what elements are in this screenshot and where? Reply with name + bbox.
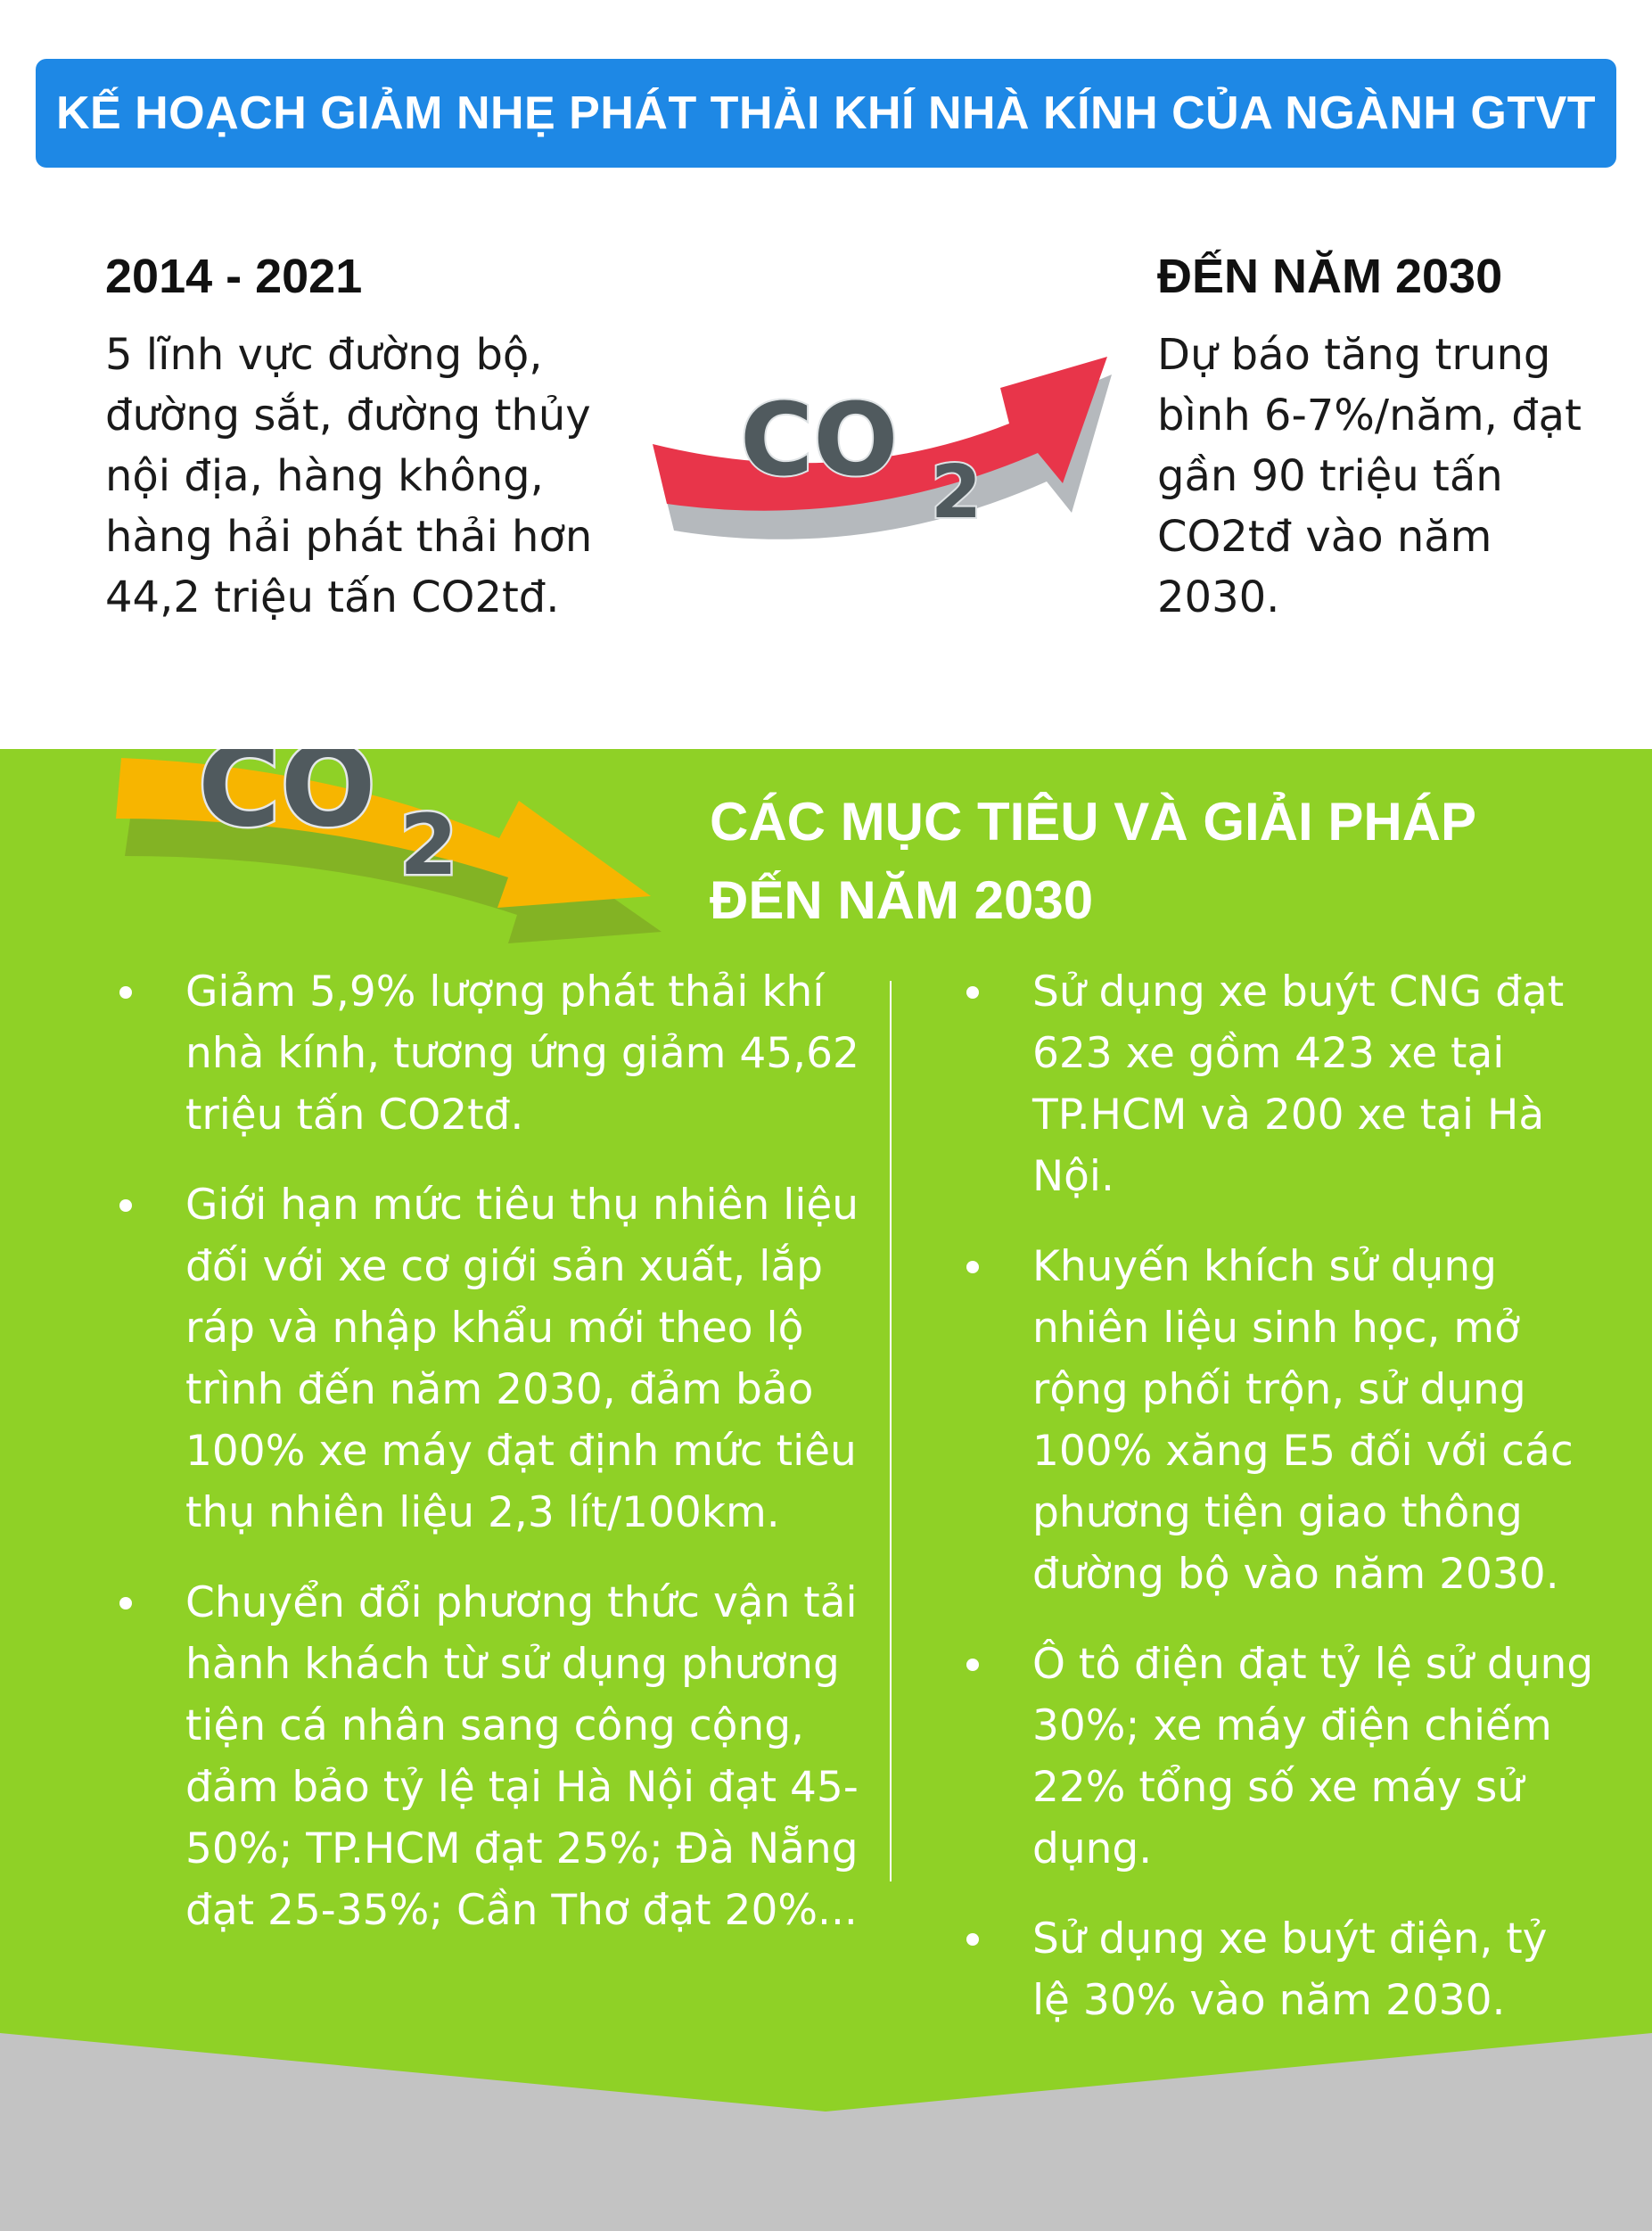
- list-item: Sử dụng xe buýt điện, tỷ lệ 30% vào năm 2030.: [954, 1908, 1596, 2031]
- forecast-heading: ĐẾN NĂM 2030: [1157, 250, 1503, 303]
- co2-yellow-arrow-icon: [116, 720, 678, 945]
- list-item: Sử dụng xe buýt CNG đạt 623 xe gồm 423 xe tại TP.HCM và 200 xe tại Hà Nội.: [954, 961, 1596, 1207]
- goals-list-right: [954, 961, 1596, 2060]
- section-title: [710, 783, 1619, 940]
- bullet-dot-icon: [966, 1933, 979, 1946]
- co2-bottom-text: CO: [198, 720, 376, 852]
- goals-list-left: [107, 961, 874, 1970]
- list-item: Giới hạn mức tiêu thụ nhiên liệu đối với xe cơ giới sản xuất, lắp ráp và nhập khẩu mới theo lộ trình đến năm 2030, đảm bảo 100% xe máy đạt định mức tiêu thụ nhiên liệu 2,3 lít/100km.: [107, 1174, 874, 1544]
- co2-top-text: CO: [740, 383, 899, 498]
- bullet-dot-icon: [119, 1597, 132, 1609]
- list-item: Ô tô điện đạt tỷ lệ sử dụng 30%; xe máy điện chiếm 22% tổng số xe máy sử dụng.: [954, 1634, 1596, 1880]
- bullet-dot-icon: [966, 986, 979, 999]
- history-text: 5 lĩnh vực đường bộ, đường sắt, đường thủy nội địa, hàng không, hàng hải phát thải hơn 44,2 triệu tấn CO2tđ.: [105, 330, 593, 622]
- co2-top-subscript: 2: [931, 450, 982, 535]
- list-item: Giảm 5,9% lượng phát thải khí nhà kính, tương ứng giảm 45,62 triệu tấn CO2tđ.: [107, 961, 874, 1146]
- forecast-text: Dự báo tăng trung bình 6-7%/năm, đạt gần 90 triệu tấn CO2tđ vào năm 2030.: [1157, 330, 1582, 622]
- bullet-dot-icon: [966, 1659, 979, 1671]
- column-divider: [890, 981, 892, 1881]
- history-heading: 2014 - 2021: [105, 250, 363, 303]
- goals-section: [0, 720, 1652, 2231]
- history-column: [105, 241, 640, 628]
- header-bar: [36, 59, 1616, 168]
- bullet-dot-icon: [119, 986, 132, 999]
- co2-red-arrow-icon: [644, 339, 1125, 544]
- bullet-dot-icon: [966, 1261, 979, 1273]
- section-title-line1: CÁC MỤC TIÊU VÀ GIẢI PHÁP: [710, 792, 1477, 852]
- list-item: Chuyển đổi phương thức vận tải hành khách từ sử dụng phương tiện cá nhân sang công cộng, đảm bảo tỷ lệ tại Hà Nội đạt 45-50%; TP.HCM đạt 25%; Đà Nẵng đạt 25-35%; Cần Thơ đạt 20%...: [107, 1572, 874, 1941]
- co2-bottom-subscript: 2: [399, 797, 458, 894]
- page-title: KẾ HOẠCH GIẢM NHẸ PHÁT THẢI KHÍ NHÀ KÍNH CỦA NGÀNH GTVT: [55, 87, 1597, 139]
- bottom-chevron: [0, 2033, 1652, 2231]
- section-title-line2: ĐẾN NĂM 2030: [710, 870, 1094, 930]
- bullet-dot-icon: [119, 1199, 132, 1212]
- list-item: Khuyến khích sử dụng nhiên liệu sinh học, mở rộng phối trộn, sử dụng 100% xăng E5 đối với các phương tiện giao thông đường bộ vào năm 2030.: [954, 1236, 1596, 1605]
- forecast-column: [1157, 241, 1621, 628]
